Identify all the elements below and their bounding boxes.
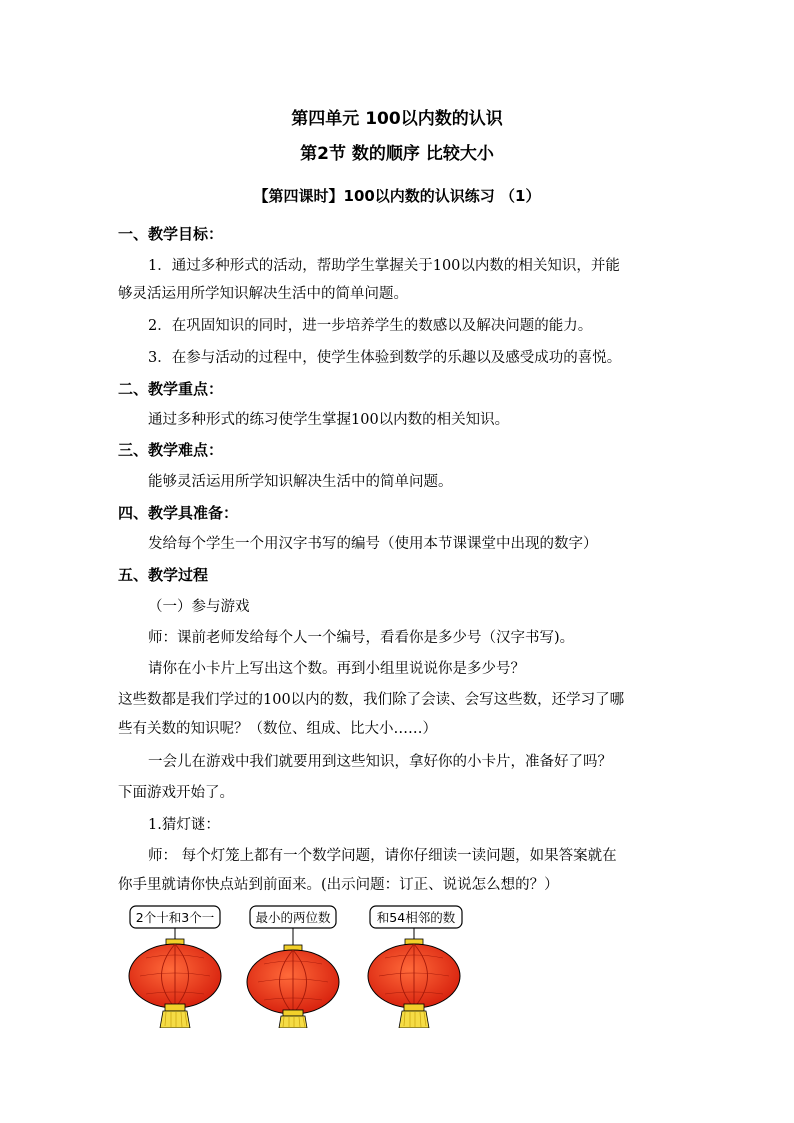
lantern-1-label: 2个十和3个一 <box>135 910 215 925</box>
section-title: 第2节 数的顺序 比较大小 <box>300 144 494 164</box>
preparation-heading: 四、教学具准备： <box>118 504 239 522</box>
objective-2: 2．在巩固知识的同时，进一步培养学生的数感以及解决问题的能力。 <box>148 318 593 334</box>
process-paragraph-1: 师：课前老师发给每个人一个编号，看看你是多少号（汉字书写)。 <box>148 630 575 646</box>
process-paragraph-5-line-1: 师： 每个灯笼上都有一个数学问题，请你仔细读一读问题，如果答案就在 <box>148 848 617 864</box>
lantern-3-label: 和54相邻的数 <box>376 910 456 925</box>
key-points-text: 通过多种形式的练习使学生掌握100以内数的相关知识。 <box>148 412 510 428</box>
lantern-2 <box>247 906 339 1028</box>
process-paragraph-3-line-1: 这些数都是我们学过的100以内的数，我们除了会读、会写这些数，还学习了哪 <box>118 692 625 708</box>
process-part-1: （一）参与游戏 <box>148 599 250 615</box>
preparation-text: 发给每个学生一个用汉字书写的编号（使用本节课课堂中出现的数字） <box>148 536 598 552</box>
lantern-1 <box>129 906 221 1028</box>
lantern-riddles-illustration <box>118 898 478 1028</box>
process-paragraph-4-line-1: 一会儿在游戏中我们就要用到这些知识，拿好你的小卡片，准备好了吗？ <box>148 754 612 770</box>
objectives-heading: 一、教学目标： <box>118 225 224 243</box>
process-paragraph-5-line-2: 你手里就请你快点站到前面来。(出示问题：订正、说说怎么想的？） <box>118 877 559 893</box>
lesson-title: 【第四课时】100以内数的认识练习 （1） <box>253 187 541 205</box>
unit-title: 第四单元 100以内数的认识 <box>291 109 503 129</box>
objective-1-line-1: 1．通过多种形式的活动，帮助学生掌握关于100以内数的相关知识，并能 <box>148 258 620 274</box>
lantern-2-label: 最小的两位数 <box>255 910 331 925</box>
process-paragraph-3-line-2: 些有关数的知识呢？（数位、组成、比大小……） <box>118 721 437 737</box>
objective-1-line-2: 够灵活运用所学知识解决生活中的简单问题。 <box>118 286 408 302</box>
key-points-heading: 二、教学重点： <box>118 380 224 398</box>
lantern-3 <box>368 906 462 1028</box>
difficulties-heading: 三、教学难点： <box>118 441 224 459</box>
process-paragraph-2: 请你在小卡片上写出这个数。再到小组里说说你是多少号？ <box>148 661 525 677</box>
process-paragraph-4-line-2: 下面游戏开始了。 <box>118 785 234 801</box>
process-heading: 五、教学过程 <box>118 566 209 584</box>
difficulties-text: 能够灵活运用所学知识解决生活中的简单问题。 <box>148 474 453 490</box>
objective-3: 3．在参与活动的过程中，使学生体验到数学的乐趣以及感受成功的喜悦。 <box>148 350 622 366</box>
game-1-heading: 1.猜灯谜： <box>148 817 220 833</box>
